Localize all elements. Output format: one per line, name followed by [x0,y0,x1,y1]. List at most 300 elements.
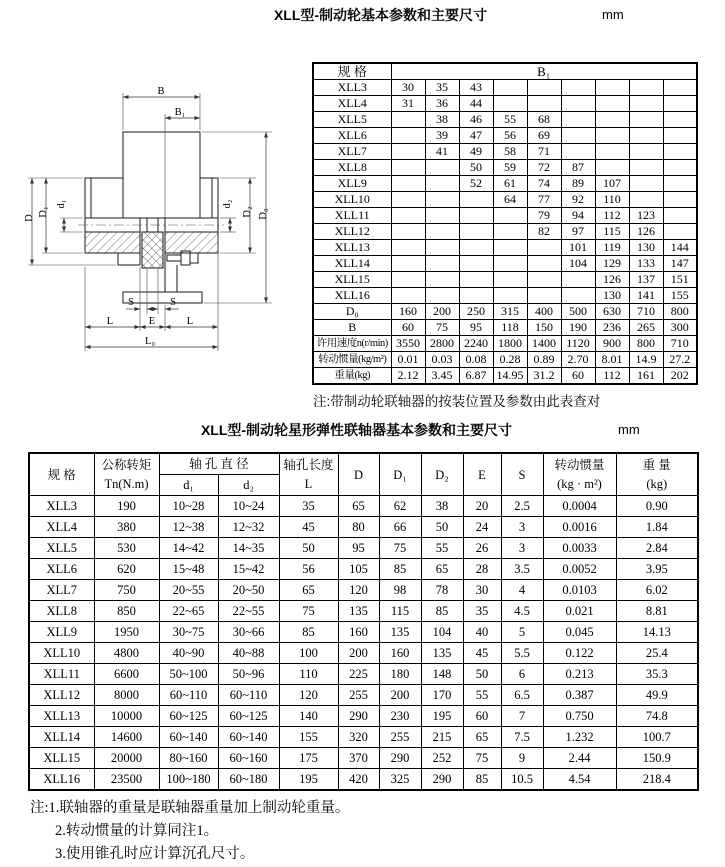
value-cell: 30~75 [159,622,218,643]
param-row [313,320,697,336]
param-value-cell: 60 [391,320,425,336]
b1-value-cell: 41 [425,144,459,160]
spec-cell: XLL7 [29,580,94,601]
value-cell: 120 [338,580,379,601]
value-cell: 255 [379,727,421,748]
torque-column-header [94,453,159,496]
spec-cell: XLL8 [313,160,391,176]
b1-value-cell [527,272,561,288]
value-cell: 1950 [94,622,159,643]
coupling-drawing [20,66,310,366]
b1-value-cell [561,112,595,128]
param-value-cell: 300 [663,320,697,336]
footnote-1: 注:1.联轴器的重量是联轴器重量加上制动轮重量。 [30,800,350,816]
b1-value-cell [391,224,425,240]
value-cell: 7 [501,706,543,727]
b1-value-cell: 52 [459,176,493,192]
b1-value-cell: 144 [663,240,697,256]
b1-value-cell: 50 [459,160,493,176]
param-value-cell: 250 [459,304,493,320]
value-cell: 60~140 [159,727,218,748]
value-cell: 75 [279,601,338,622]
b1-value-cell: 46 [459,112,493,128]
bore-length-header [279,453,338,496]
b1-value-cell: 130 [595,288,629,304]
value-cell: 74.8 [616,706,698,727]
table2-header [29,453,698,496]
b1-value-cell [391,144,425,160]
b1-value-cell: 61 [493,176,527,192]
param-row [313,336,697,352]
b1-value-cell [425,288,459,304]
b1-value-cell [391,288,425,304]
value-cell: 10000 [94,706,159,727]
b1-value-cell [629,192,663,208]
value-cell: 26 [463,538,501,559]
value-cell: 20~50 [218,580,279,601]
spec-cell: XLL3 [29,496,94,517]
b1-value-cell [527,288,561,304]
spec-cell: XLL14 [29,727,94,748]
param-value-cell: 202 [663,368,697,385]
value-cell: 65 [338,496,379,517]
value-cell: 40~90 [159,643,218,664]
param-label-cell: 许用速度n(r/min) [313,336,391,352]
param-value-cell: 2800 [425,336,459,352]
b1-value-cell [561,144,595,160]
value-cell: 195 [279,769,338,791]
size-row [313,288,697,304]
b1-value-cell [459,288,493,304]
param-value-cell: 95 [459,320,493,336]
value-cell: 320 [338,727,379,748]
b1-value-cell [391,208,425,224]
param-value-cell: 900 [595,336,629,352]
value-cell: 4.5 [501,601,543,622]
value-cell: 6600 [94,664,159,685]
b1-value-cell [425,240,459,256]
dim-label-L-left: L [106,316,114,327]
value-cell: 55 [421,538,463,559]
param-value-cell: 1400 [527,336,561,352]
value-cell: 325 [379,769,421,791]
b1-value-cell [561,128,595,144]
value-cell: 10~24 [218,496,279,517]
b1-value-cell [629,96,663,112]
table2-unit-label: mm [618,422,640,437]
b1-value-cell [459,192,493,208]
value-cell: 35 [279,496,338,517]
spec-cell: XLL4 [313,96,391,112]
b1-value-cell [629,80,663,96]
dimension-lines [32,97,266,347]
b1-value-cell: 31 [391,96,425,112]
value-cell: 25.4 [616,643,698,664]
value-cell: 14~42 [159,538,218,559]
value-cell: 65 [463,727,501,748]
b1-value-cell: 38 [425,112,459,128]
b1-value-cell [459,240,493,256]
param-value-cell: 265 [629,320,663,336]
value-cell: 110 [279,664,338,685]
value-cell: 75 [379,538,421,559]
b1-value-cell [425,272,459,288]
b1-value-cell: 79 [527,208,561,224]
b1-value-cell [629,112,663,128]
b1-value-cell: 72 [527,160,561,176]
table1-note: 注:带制动轮联轴器的按装位置及参数由此表查对 [313,394,601,409]
footnote-2: 2.转动惯量的计算同注1。 [55,823,219,839]
value-cell: 62 [379,496,421,517]
value-cell: 4800 [94,643,159,664]
b1-value-cell: 35 [425,80,459,96]
b1-value-cell [527,240,561,256]
coupling-row [29,769,698,791]
value-cell: 55 [463,685,501,706]
value-cell: 20000 [94,748,159,769]
coupling-row [29,706,698,727]
param-value-cell: 1120 [561,336,595,352]
b1-value-cell: 147 [663,256,697,272]
param-value-cell: 118 [493,320,527,336]
spec-cell: XLL13 [313,240,391,256]
b1-value-cell: 47 [459,128,493,144]
b1-value-cell [595,160,629,176]
size-row [313,240,697,256]
b1-value-cell [527,256,561,272]
b1-value-cell [595,112,629,128]
col-header-E: E [463,453,501,496]
spec-cell: XLL5 [29,538,94,559]
size-row [313,144,697,160]
param-value-cell: 0.28 [493,352,527,368]
torque-header-line1: 公称转矩 [101,457,152,472]
value-cell: 1.84 [616,517,698,538]
value-cell: 0.0004 [543,496,616,517]
param-value-cell: 14.9 [629,352,663,368]
spec-cell: XLL14 [313,256,391,272]
param-value-cell: 31.2 [527,368,561,385]
b1-value-cell: 44 [459,96,493,112]
b1-value-cell [629,144,663,160]
value-cell: 380 [94,517,159,538]
b1-value-cell: 92 [561,192,595,208]
value-cell: 230 [379,706,421,727]
dim-label-S-left: S [128,297,134,308]
value-cell: 35 [463,601,501,622]
param-value-cell: 800 [629,336,663,352]
value-cell: 65 [421,559,463,580]
b1-value-cell [493,272,527,288]
dim-label-L-right: L [186,316,194,327]
b1-value-cell [663,96,697,112]
value-cell: 104 [421,622,463,643]
value-cell: 4 [501,580,543,601]
dim-label-D: D [24,214,35,222]
value-cell: 85 [379,559,421,580]
value-cell: 0.90 [616,496,698,517]
size-row [313,192,697,208]
b1-value-cell [595,144,629,160]
size-row [313,128,697,144]
size-row [313,96,697,112]
value-cell: 60~180 [218,769,279,791]
b1-value-cell [561,272,595,288]
value-cell: 14.13 [616,622,698,643]
b1-value-cell: 126 [595,272,629,288]
b1-value-cell [561,288,595,304]
b1-value-cell [663,208,697,224]
b1-value-cell [459,256,493,272]
spec-cell: XLL5 [313,112,391,128]
b1-value-cell [493,80,527,96]
b1-value-cell: 130 [629,240,663,256]
coupling-row [29,517,698,538]
value-cell: 0.0103 [543,580,616,601]
value-cell: 120 [279,685,338,706]
b1-value-cell: 101 [561,240,595,256]
param-value-cell: 400 [527,304,561,320]
b1-value-cell [663,176,697,192]
value-cell: 0.0016 [543,517,616,538]
torque-header-line2: Tn(N.m) [104,476,149,491]
b1-value-cell: 30 [391,80,425,96]
value-cell: 12~32 [218,517,279,538]
value-cell: 20~55 [159,580,218,601]
value-cell: 10~28 [159,496,218,517]
spec-cell: XLL9 [313,176,391,192]
dim-label-S-right: S [170,297,176,308]
value-cell: 45 [463,643,501,664]
bore-diameter-header: 轴 孔 直 径 [159,453,279,475]
table2-header-row-1 [29,453,698,475]
param-value-cell: 160 [391,304,425,320]
value-cell: 255 [338,685,379,706]
value-cell: 370 [338,748,379,769]
col-header-D1: D₁ [379,453,421,496]
param-value-cell: 630 [595,304,629,320]
param-value-cell: 27.2 [663,352,697,368]
b1-value-cell [493,208,527,224]
value-cell: 60 [463,706,501,727]
b1-value-cell: 71 [527,144,561,160]
value-cell: 15~42 [218,559,279,580]
value-cell: 30 [463,580,501,601]
b1-value-cell [595,80,629,96]
b1-value-cell [391,256,425,272]
value-cell: 195 [421,706,463,727]
b1-value-cell: 77 [527,192,561,208]
b1-value-cell [595,96,629,112]
spec-cell: XLL12 [29,685,94,706]
value-cell: 8.81 [616,601,698,622]
value-cell: 215 [421,727,463,748]
b1-value-cell [629,176,663,192]
spec-cell: XLL11 [29,664,94,685]
coupling-row [29,643,698,664]
value-cell: 14~35 [218,538,279,559]
value-cell: 0.0033 [543,538,616,559]
b1-value-cell [425,176,459,192]
value-cell: 3 [501,517,543,538]
b1-value-cell [425,224,459,240]
param-value-cell: 150 [527,320,561,336]
b1-value-cell [527,80,561,96]
value-cell: 28 [463,559,501,580]
coupling-row [29,580,698,601]
b1-value-cell: 104 [561,256,595,272]
param-value-cell: 2.12 [391,368,425,385]
dim-label-d2: d₂ [222,199,233,209]
spec-column-header: 规 格 [313,63,391,80]
value-cell: 0.045 [543,622,616,643]
b1-value-cell [595,128,629,144]
bore-length-line2: L [304,476,313,491]
b1-value-cell [493,96,527,112]
value-cell: 20 [463,496,501,517]
footnote-3: 3.使用锥孔时应计算沉孔尺寸。 [55,846,255,862]
coupling-row [29,685,698,706]
dim-label-B: B [157,86,165,97]
coupling-parameters-table [28,452,699,791]
value-cell: 148 [421,664,463,685]
b1-value-cell: 64 [493,192,527,208]
coupling-row [29,559,698,580]
value-cell: 40 [463,622,501,643]
b1-value-cell [663,112,697,128]
param-label-cell: 重量(kg) [313,368,391,385]
inertia-header-line1: 转动惯量 [554,457,605,472]
value-cell: 15~48 [159,559,218,580]
value-cell: 252 [421,748,463,769]
param-row [313,352,697,368]
size-row [313,176,697,192]
dim-label-D1: D₁ [38,206,49,218]
b1-value-cell: 59 [493,160,527,176]
value-cell: 0.122 [543,643,616,664]
b1-value-cell: 112 [595,208,629,224]
b1-value-cell [425,208,459,224]
param-value-cell: 3.45 [425,368,459,385]
param-value-cell: 710 [629,304,663,320]
coupling-row [29,664,698,685]
table2-title [0,420,719,440]
value-cell: 160 [338,622,379,643]
value-cell: 10.5 [501,769,543,791]
value-cell: 420 [338,769,379,791]
b1-value-cell: 87 [561,160,595,176]
value-cell: 5 [501,622,543,643]
size-row [313,256,697,272]
b1-value-cell [493,256,527,272]
value-cell: 60~140 [218,727,279,748]
value-cell: 180 [379,664,421,685]
value-cell: 40~88 [218,643,279,664]
value-cell: 14600 [94,727,159,748]
param-value-cell: 236 [595,320,629,336]
table1-header-row [313,63,697,80]
value-cell: 23500 [94,769,159,791]
value-cell: 3 [501,538,543,559]
value-cell: 0.0052 [543,559,616,580]
dim-label-d1: d₁ [56,199,67,209]
table1-title-text: XLL型-制动轮基本参数和主要尺寸 [273,7,488,23]
value-cell: 290 [379,748,421,769]
spec-cell: XLL15 [313,272,391,288]
b1-value-cell: 110 [595,192,629,208]
inertia-column-header [543,453,616,496]
value-cell: 50 [279,538,338,559]
spec-column-header: 规 格 [29,453,94,496]
param-value-cell: 500 [561,304,595,320]
value-cell: 60~125 [159,706,218,727]
param-value-cell: 161 [629,368,663,385]
spec-cell: XLL15 [29,748,94,769]
value-cell: 60~160 [218,748,279,769]
size-row [313,80,697,96]
param-label-cell: 转动惯量(kg/m²) [313,352,391,368]
b1-value-cell [663,224,697,240]
b1-value-cell: 133 [629,256,663,272]
value-cell: 45 [279,517,338,538]
table1-unit-label: mm [602,7,624,22]
spec-cell: XLL7 [313,144,391,160]
value-cell: 100~180 [159,769,218,791]
value-cell: 2.5 [501,496,543,517]
param-value-cell: 190 [561,320,595,336]
spec-cell: XLL16 [313,288,391,304]
dim-label-B1: B₁ [174,107,186,118]
b1-value-cell: 137 [629,272,663,288]
b1-value-cell [663,80,697,96]
b1-value-cell [629,160,663,176]
spec-cell: XLL6 [313,128,391,144]
b1-value-cell: 82 [527,224,561,240]
value-cell: 290 [421,769,463,791]
b1-value-cell [663,192,697,208]
value-cell: 135 [421,643,463,664]
value-cell: 65 [279,580,338,601]
param-value-cell: 0.03 [425,352,459,368]
b1-value-cell: 94 [561,208,595,224]
param-value-cell: 0.08 [459,352,493,368]
b1-value-cell: 151 [663,272,697,288]
value-cell: 135 [338,601,379,622]
value-cell: 35.3 [616,664,698,685]
b1-value-cell [663,144,697,160]
value-cell: 200 [379,685,421,706]
value-cell: 9 [501,748,543,769]
b1-value-cell: 55 [493,112,527,128]
value-cell: 95 [338,538,379,559]
param-value-cell: 200 [425,304,459,320]
b1-value-cell [527,96,561,112]
value-cell: 85 [421,601,463,622]
coupling-row [29,748,698,769]
b1-value-cell [391,112,425,128]
b1-value-cell: 97 [561,224,595,240]
b1-value-cell: 74 [527,176,561,192]
value-cell: 3.95 [616,559,698,580]
value-cell: 6 [501,664,543,685]
b1-value-cell [561,80,595,96]
col-header-d2: d₂ [218,475,279,496]
b1-value-cell: 39 [425,128,459,144]
b1-value-cell: 69 [527,128,561,144]
value-cell: 620 [94,559,159,580]
b1-value-cell [493,224,527,240]
value-cell: 290 [338,706,379,727]
